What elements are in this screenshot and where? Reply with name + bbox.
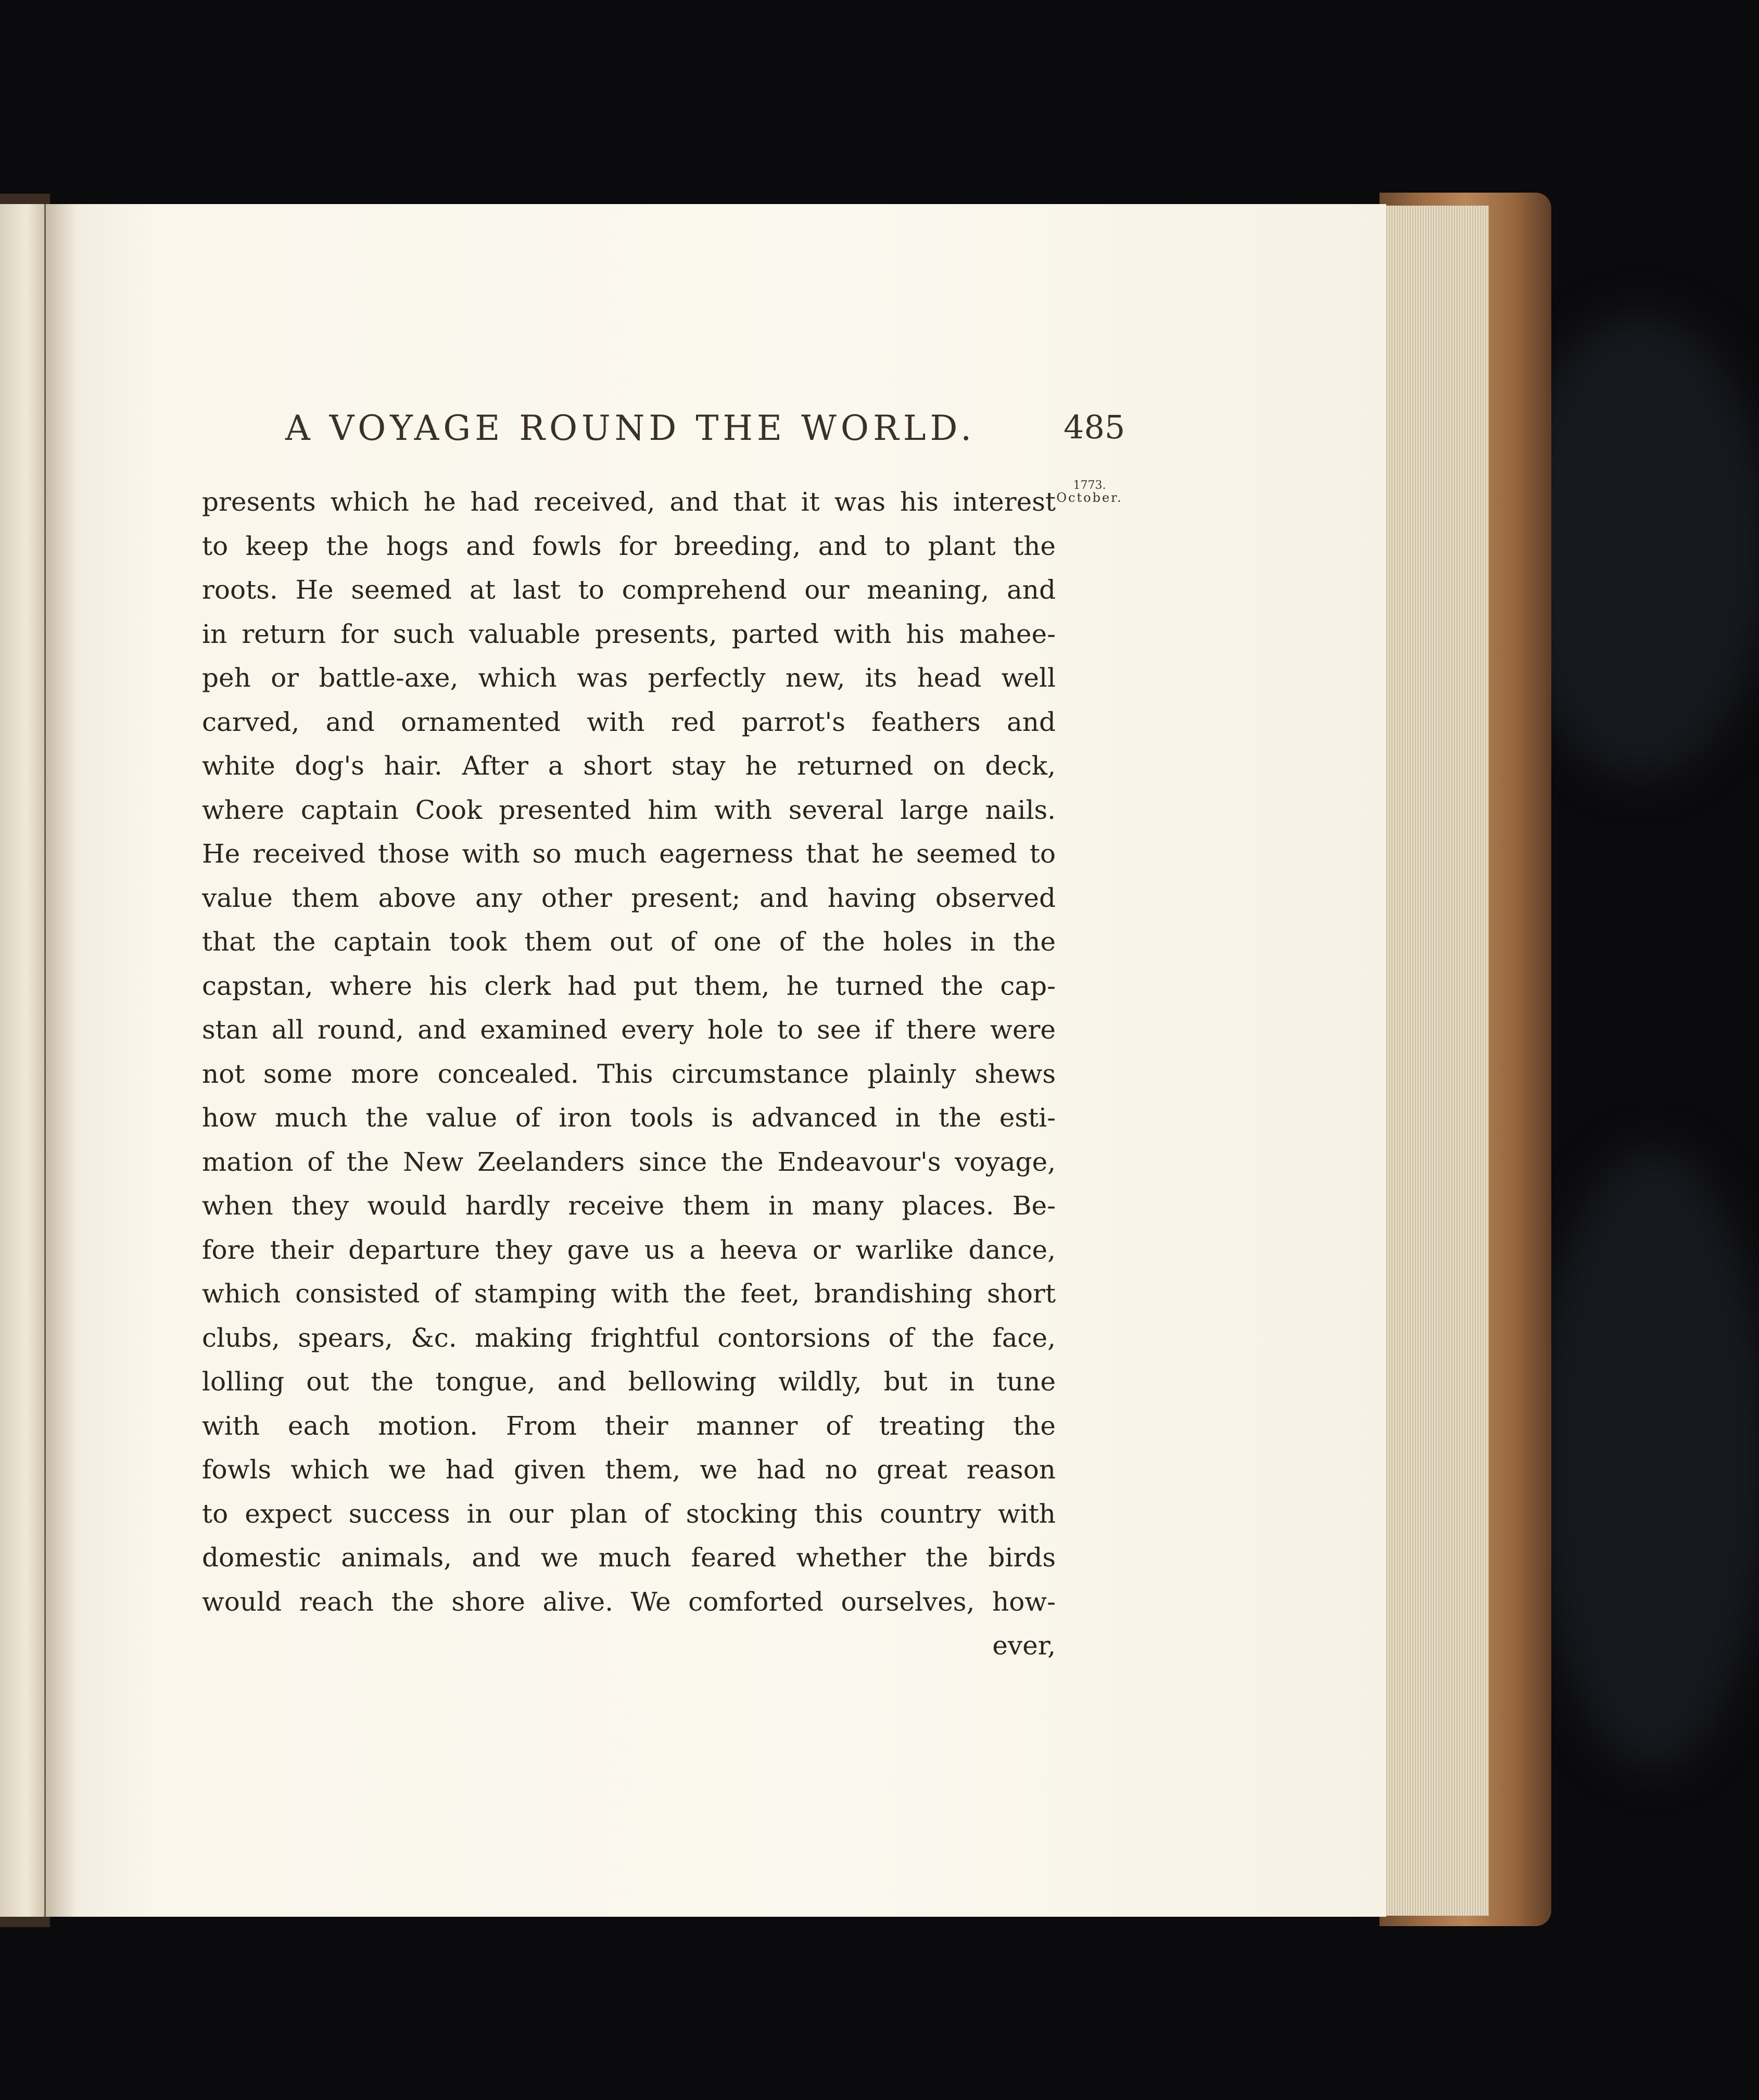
text-line: lolling out the tongue, and bellowing wildly, but in tune [202, 1367, 1056, 1397]
text-line: when they would hardly receive them in many places. Be- [202, 1191, 1056, 1221]
facing-page [0, 204, 46, 1917]
text-line: to keep the hogs and fowls for breeding, and to plant the [202, 530, 1056, 561]
book-page [46, 204, 1386, 1917]
page-number: 485 [1064, 408, 1125, 446]
background-shadow [1536, 1145, 1759, 1770]
gutter-shadow [46, 204, 77, 1917]
running-head: A VOYAGE ROUND THE WORLD. [285, 408, 976, 448]
text-line: stan all round, and examined every hole to see if there were [202, 1015, 1056, 1045]
text-line: that the captain took them out of one of the holes in the [202, 927, 1056, 957]
body-text [202, 480, 1056, 1668]
text-line: would reach the shore alive. We comforted ourselves, how- [202, 1586, 1056, 1617]
text-line: He received those with so much eagerness that he seemed to [202, 839, 1056, 869]
catchword: ever, [992, 1630, 1056, 1661]
margin-year: 1773. [1073, 479, 1106, 492]
text-line: white dog's hair. After a short stay he returned on deck, [202, 751, 1056, 781]
text-line: fowls which we had given them, we had no great reason [202, 1454, 1056, 1485]
text-line: roots. He seemed at last to comprehend our meaning, and [202, 575, 1056, 605]
text-line: in return for such valuable presents, parted with his mahee- [202, 618, 1056, 649]
text-line: presents which he had received, and that it was his interest [202, 487, 1056, 517]
text-line: peh or battle-axe, which was perfectly new, its head well [202, 663, 1056, 693]
text-line: with each motion. From their manner of treating the [202, 1410, 1056, 1441]
text-line: where captain Cook presented him with several large nails. [202, 794, 1056, 825]
text-line: domestic animals, and we much feared whether the birds [202, 1542, 1056, 1573]
text-line: to expect success in our plan of stocking this country with [202, 1498, 1056, 1529]
text-line: which consisted of stamping with the feet, brandishing short [202, 1279, 1056, 1309]
text-line: carved, and ornamented with red parrot's feathers and [202, 706, 1056, 737]
text-line: mation of the New Zeelanders since the Endeavour's voyage, [202, 1146, 1056, 1177]
text-line: capstan, where his clerk had put them, he turned the cap- [202, 970, 1056, 1001]
text-line: how much the value of iron tools is advanced in the esti- [202, 1103, 1056, 1133]
text-line: clubs, spears, &c. making frightful contorsions of the face, [202, 1322, 1056, 1353]
text-line: value them above any other present; and having observed [202, 882, 1056, 913]
margin-month: October. [1056, 490, 1123, 505]
text-line: fore their departure they gave us a heeva or warlike dance, [202, 1234, 1056, 1265]
text-line: not some more concealed. This circumstance plainly shews [202, 1058, 1056, 1089]
page-fore-edge [1385, 206, 1489, 1916]
